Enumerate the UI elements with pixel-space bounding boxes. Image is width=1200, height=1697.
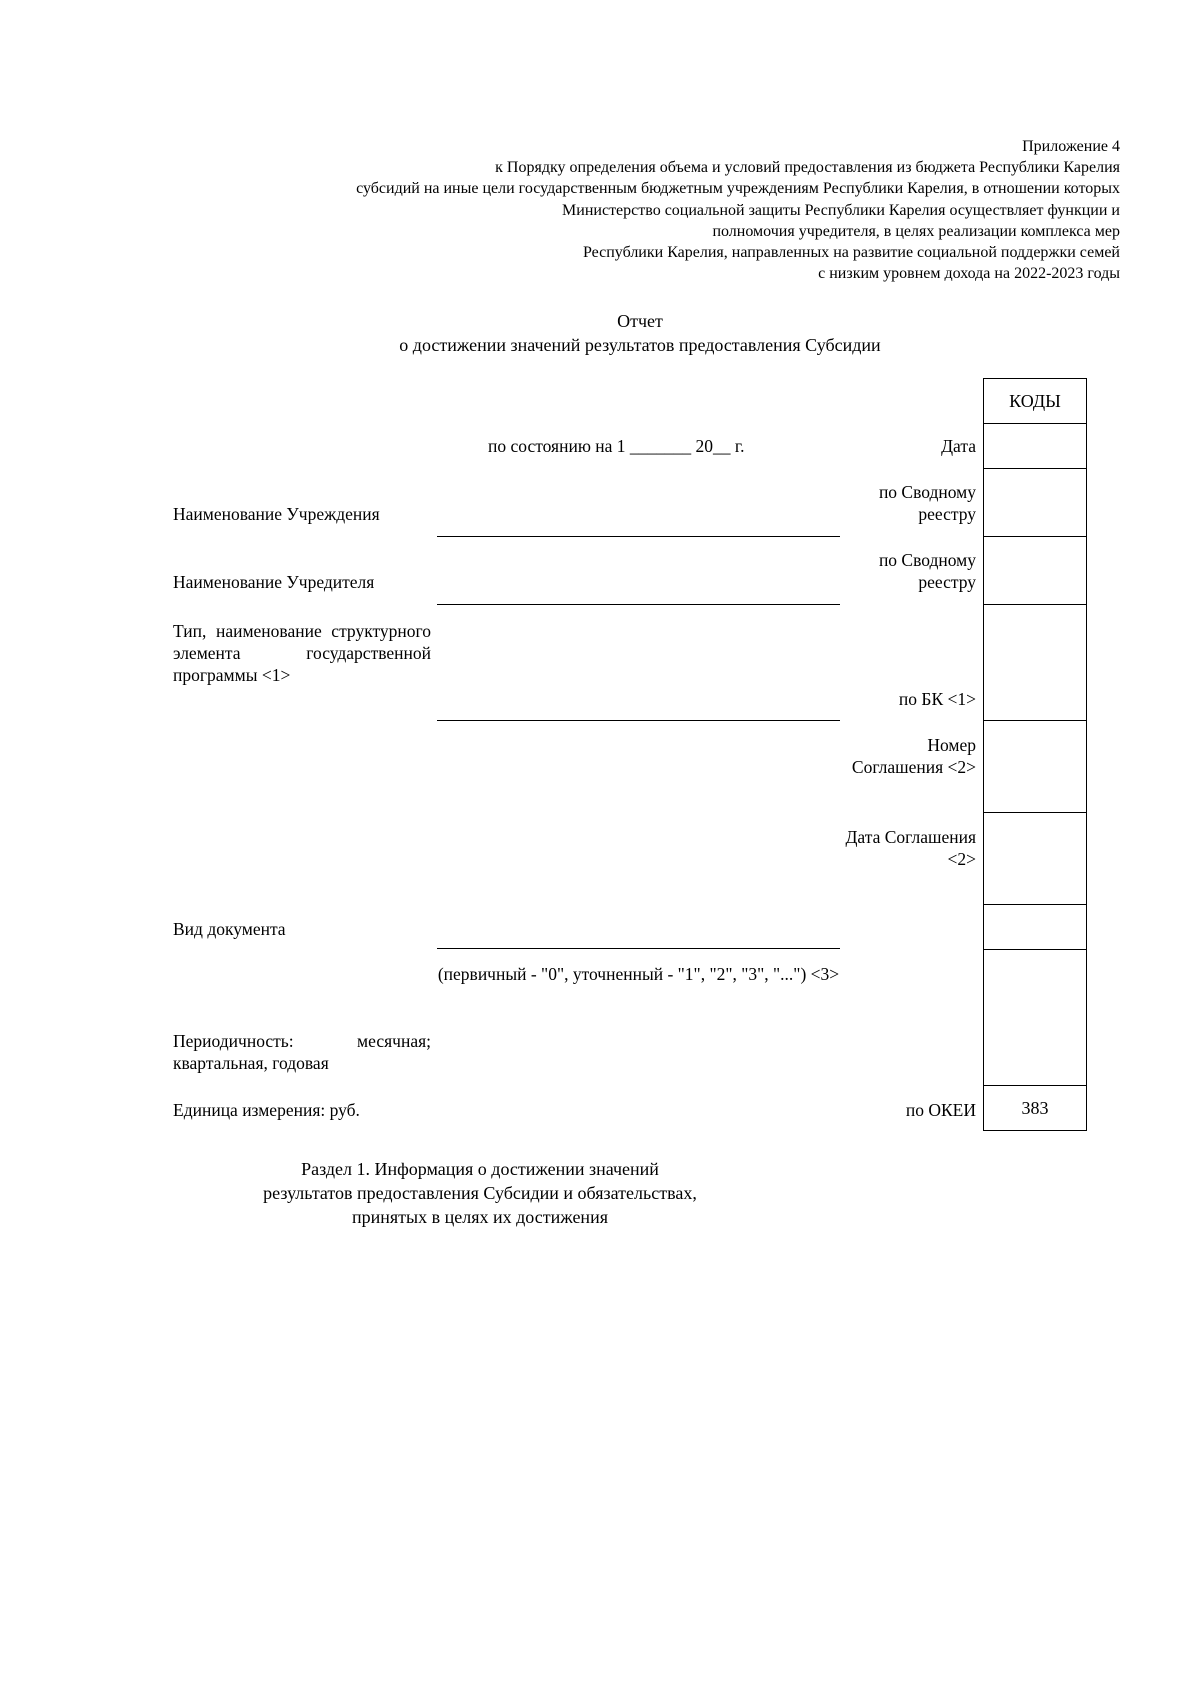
appendix-line: Приложение 4: [1022, 138, 1120, 155]
section-1-heading: [200, 1157, 760, 1229]
code-cell-okei: 383: [984, 1086, 1087, 1131]
codes-table: [983, 378, 1087, 1131]
code-cell-svod-reestr-2[interactable]: [984, 537, 1087, 605]
doc-type-hint: (первичный - "0", уточненный - "1", "2", "3", "...") <3>: [437, 964, 840, 984]
appendix-header: [356, 136, 1120, 284]
appendix-line: полномочия учредителя, в целях реализации комплекса мер: [712, 222, 1120, 240]
founder-label: Наименование Учредителя: [173, 572, 375, 592]
report-title-line2: о достижении значений результатов предоставления Субсидии: [399, 335, 881, 355]
institution-fill-line: [437, 536, 840, 537]
okei-label: по ОКЕИ: [905, 1100, 976, 1120]
svod-reestr-label-1: по Сводному реестру: [878, 482, 976, 524]
code-cell-agreement-number[interactable]: [984, 721, 1087, 813]
doc-type-fill-line: [437, 948, 840, 949]
founder-fill-line: [437, 604, 840, 605]
code-cell-svod-reestr-1[interactable]: [984, 469, 1087, 537]
unit-label: Единица измерения: руб.: [173, 1100, 360, 1120]
as-of-date-line: по состоянию на 1 _______ 20__ г.: [488, 436, 745, 456]
report-title-line1: Отчет: [617, 311, 663, 331]
appendix-line: субсидий на иные цели государственным бюджетным учреждениям Республики Карелия, в отношении которых: [356, 180, 1120, 198]
section-1-line3: принятых в целях их достижения: [352, 1207, 608, 1227]
appendix-line: к Порядку определения объема и условий предоставления из бюджета Республики Карелия: [495, 159, 1120, 177]
code-cell-date[interactable]: [984, 424, 1087, 469]
code-cell-periodicity[interactable]: [984, 950, 1087, 1086]
agreement-number-label: Номер Соглашения <2>: [851, 735, 976, 777]
appendix-line: с низким уровнем дохода на 2022-2023 годы: [818, 265, 1120, 283]
program-element-label: Тип, наименование структурного элемента государственной программы <1>: [173, 621, 431, 685]
code-cell-po-bk[interactable]: [984, 605, 1087, 721]
section-1-line1: Раздел 1. Информация о достижении значений: [301, 1159, 659, 1179]
code-cell-doc-type[interactable]: [984, 905, 1087, 950]
code-cell-agreement-date[interactable]: [984, 813, 1087, 905]
report-title: [200, 309, 1080, 357]
section-1-line2: результатов предоставления Субсидии и обязательствах,: [263, 1183, 697, 1203]
doc-type-label: Вид документа: [173, 919, 286, 939]
program-element-fill-line: [437, 720, 840, 721]
agreement-date-label: Дата Соглашения <2>: [845, 827, 976, 869]
institution-label: Наименование Учреждения: [173, 504, 380, 524]
periodicity-label: Периодичность: месячная; квартальная, годовая: [173, 1031, 431, 1073]
appendix-line: Республики Карелия, направленных на развитие социальной поддержки семей: [582, 244, 1120, 262]
codes-header: КОДЫ: [984, 379, 1087, 424]
date-label: Дата: [941, 436, 976, 456]
appendix-line: Министерство социальной защиты Республики Карелия осуществляет функции и: [562, 201, 1120, 219]
po-bk-label: по БК <1>: [898, 689, 976, 709]
svod-reestr-label-2: по Сводному реестру: [878, 550, 976, 592]
